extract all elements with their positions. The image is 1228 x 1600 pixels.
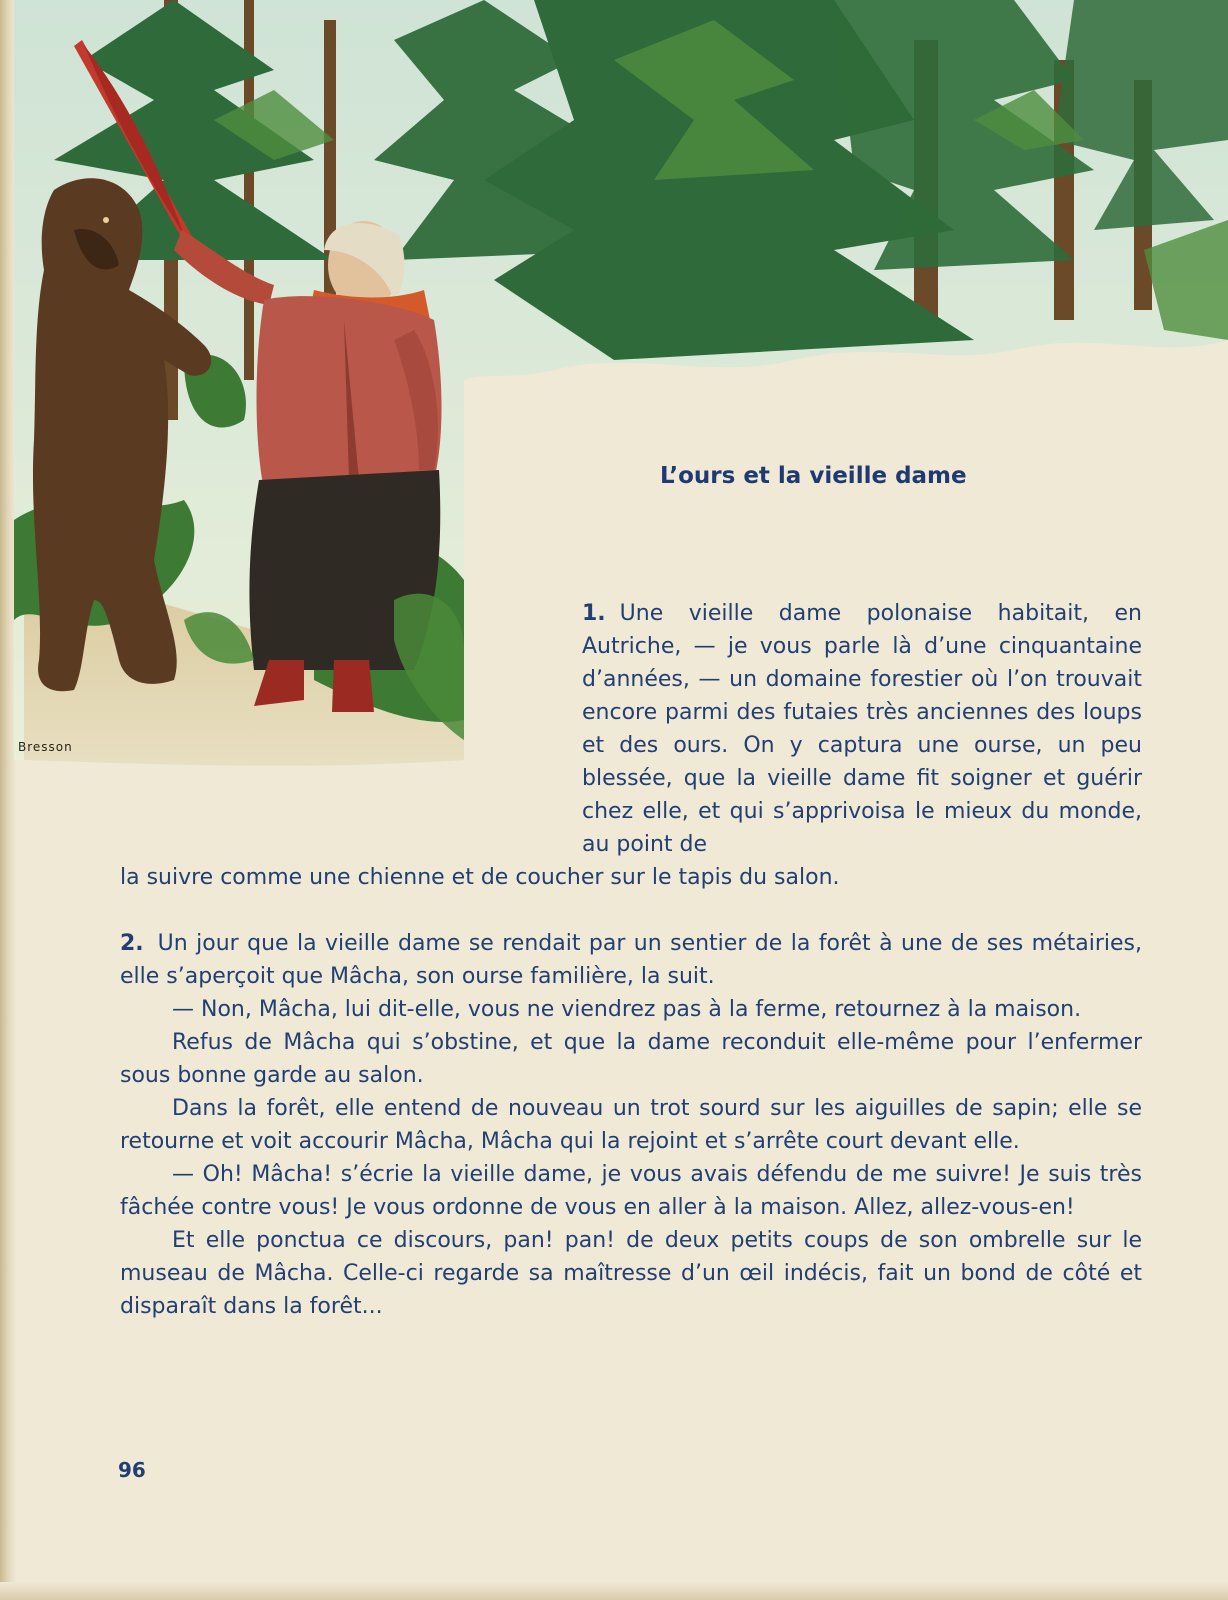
paragraph-number: 1. [582, 601, 606, 626]
page-number: 96 [118, 1458, 146, 1482]
paragraph-1-continued: la suivre comme une chienne et de coucher sur le tapis du salon. [120, 865, 840, 890]
paragraph-text: Une vieille dame polonaise habitait, en Autriche, — je vous parle là d’une cinquantaine d’années, — un domaine forestier où l’on trouvait encore parmi des futaies très anciennes des loups et des ours. On y captura une ourse, un peu blessée, que la vieille dame fit soigner et guérir chez elle, et qui s’apprivoisa le mieux du monde, au point de [582, 601, 1142, 857]
paragraph-line: — Oh! Mâcha! s’écrie la vieille dame, je vous avais défendu de me suivre! Je suis très fâchée contre vous! Je vous ordonne de vous en aller à la maison. Allez, allez-vous-en! [120, 1162, 1142, 1220]
chapter-title: L’ours et la vieille dame [660, 463, 967, 489]
paragraph-number: 2. [120, 931, 144, 956]
paragraph-1 [582, 597, 1142, 861]
paragraph-line [120, 927, 1142, 993]
paragraph-line: Refus de Mâcha qui s’obstine, et que la dame reconduit elle-même pour l’enfermer sous bonne garde au salon. [120, 1030, 1142, 1088]
paragraph-line: Dans la forêt, elle entend de nouveau un trot sourd sur les aiguilles de sapin; elle se retourne et voit accourir Mâcha, Mâcha qui la rejoint et s’arrête court devant elle. [120, 1096, 1142, 1154]
paragraph-2 [120, 927, 1142, 1323]
paragraph-line: — Non, Mâcha, lui dit-elle, vous ne viendrez pas à la ferme, retournez à la maison. [172, 997, 1082, 1022]
page-edge-bottom [0, 1582, 1228, 1600]
paragraph-text: Un jour que la vieille dame se rendait par un sentier de la forêt à une de ses métairies, elle s’aperçoit que Mâcha, son ourse familière, la suit. [120, 931, 1142, 989]
illustrator-signature: Bresson [18, 740, 73, 754]
paragraph-line: Et elle ponctua ce discours, pan! pan! de deux petits coups de son ombrelle sur le museau de Mâcha. Celle-ci regarde sa maîtresse d’un œil indécis, fait un bond de côté et disparaît dans la forêt... [120, 1228, 1142, 1319]
